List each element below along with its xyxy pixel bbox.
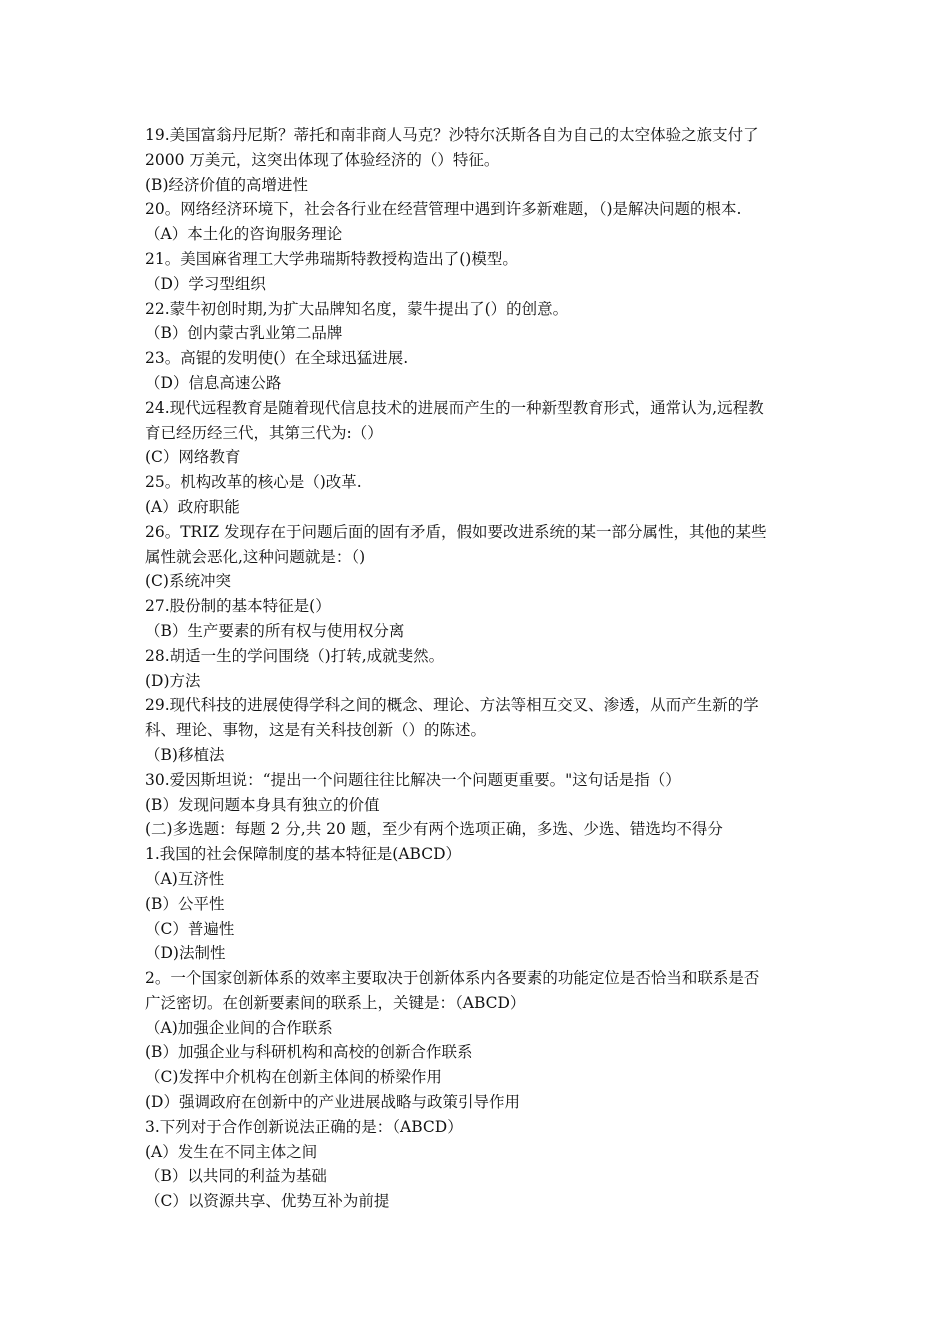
text-line: 属性就会恶化,这种问题就是：（) [145, 547, 366, 566]
text-line: 科、理论、事物，这是有关科技创新（）的陈述。 [145, 721, 487, 740]
text-line: （B）生产要素的所有权与使用权分离 [145, 621, 405, 640]
text-line: (D)方法 [145, 671, 201, 690]
text-line: 2。一个国家创新体系的效率主要取决于创新体系内各要素的功能定位是否恰当和联系是否 [145, 969, 760, 988]
text-line: 1.我国的社会保障制度的基本特征是(ABCD） [145, 845, 461, 864]
text-line: 广泛密切。在创新要素间的联系上，关键是：（ABCD） [145, 993, 526, 1012]
text-line: （D）信息高速公路 [145, 373, 282, 392]
text-line: 22.蒙牛初创时期,为扩大品牌知名度，蒙牛提出了(）的创意。 [145, 299, 569, 318]
text-line: (B）加强企业与科研机构和高校的创新合作联系 [145, 1043, 473, 1062]
text-line: 29.现代科技的进展使得学科之间的概念、理论、方法等相互交叉、渗透，从而产生新的学 [145, 696, 759, 715]
text-line: （C）普遍性 [145, 919, 235, 938]
text-line: 23。高锟的发明使(）在全球迅猛进展. [145, 349, 409, 368]
text-line: （B）创内蒙古乳业第二品牌 [145, 324, 343, 343]
text-line: 27.股份制的基本特征是(） [145, 597, 331, 616]
text-line: （C)发挥中介机构在创新主体间的桥梁作用 [145, 1068, 442, 1087]
text-line: (B)经济价值的高增进性 [145, 175, 308, 194]
text-line: 21。美国麻省理工大学弗瑞斯特教授构造出了()模型。 [145, 249, 518, 268]
text-line: 28.胡适一生的学问围绕（)打转,成就斐然。 [145, 646, 445, 665]
text-line: 20。网络经济环境下，社会各行业在经营管理中遇到许多新难题，（)是解决问题的根本. [145, 200, 742, 219]
text-line: （A）本土化的咨询服务理论 [145, 225, 343, 244]
text-line: 2000 万美元，这突出体现了体验经济的（）特征。 [145, 150, 500, 169]
text-line: （A)互济性 [145, 869, 225, 888]
text-line: 30.爱因斯坦说：“提出一个问题往往比解决一个问题更重要。"这句话是指（） [145, 770, 681, 789]
text-line: (C）网络教育 [145, 448, 241, 467]
text-line: (C)系统冲突 [145, 572, 231, 591]
text-line: （D)法制性 [145, 944, 226, 963]
text-line: (B）公平性 [145, 894, 225, 913]
document-body [145, 123, 810, 1214]
text-line: 24.现代远程教育是随着现代信息技术的进展而产生的一种新型教育形式，通常认为,远程教 [145, 398, 764, 417]
text-line: (B）发现问题本身具有独立的价值 [145, 795, 380, 814]
text-line: （B)移植法 [145, 745, 225, 764]
text-line: (二)多选题：每题 2 分,共 20 题，至少有两个选项正确，多选、少选、错选均不得分 [145, 820, 723, 839]
text-line: 3.下列对于合作创新说法正确的是：（ABCD） [145, 1117, 463, 1136]
text-line: （A)加强企业间的合作联系 [145, 1018, 333, 1037]
text-line: 19.美国富翁丹尼斯？蒂托和南非商人马克？沙特尔沃斯各自为自己的太空体验之旅支付了 [145, 126, 759, 144]
text-line: （D）学习型组织 [145, 274, 266, 293]
text-line: 25。机构改革的核心是（)改革. [145, 473, 362, 492]
text-line: (A）发生在不同主体之间 [145, 1142, 318, 1161]
text-line: 育已经历经三代，其第三代为:（） [145, 423, 383, 442]
text-line: (D）强调政府在创新中的产业进展战略与政策引导作用 [145, 1093, 520, 1112]
text-line: （B）以共同的利益为基础 [145, 1167, 327, 1186]
text-line: （C）以资源共享、优势互补为前提 [145, 1192, 390, 1211]
text-line: (A）政府职能 [145, 497, 240, 516]
text-line: 26。TRIZ 发现存在于问题后面的固有矛盾，假如要改进系统的某一部分属性，其他的某些 [145, 522, 767, 541]
